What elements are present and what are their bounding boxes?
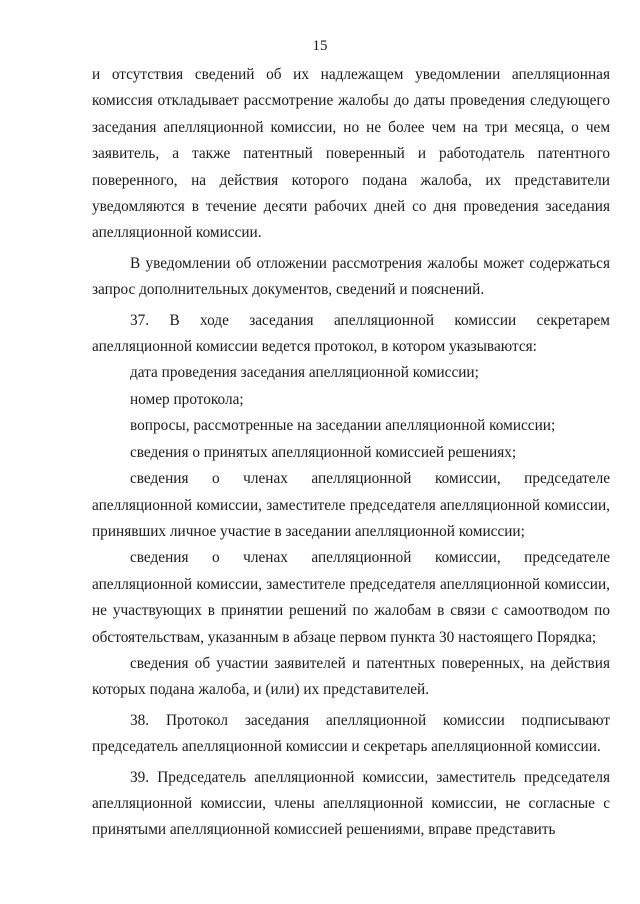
list-item-protocol-number: номер протокола; <box>130 390 244 408</box>
list-item-meeting-date: дата проведения заседания апелляционной комиссии; <box>130 364 479 382</box>
paragraph-continuation: и отсутствия сведений об их надлежащем уведомлении апелляционная комиссия откладывает рассмотрение жалобы до даты проведения следующего заседания апелляционной комиссии, но не более чем на три месяца, о чем заявитель, а также патентный поверенный и работодатель патентного поверенного, на действия которого подана жалоба, их представители уведомляются в течение десяти рабочих дней со дня проведения заседания апелляционной комиссии. <box>92 66 610 242</box>
list-item-applicants-participation: сведения об участии заявителей и патентных поверенных, на действия которых подана жалоба, и (или) их представителей. <box>92 654 610 699</box>
document-body <box>92 62 610 844</box>
paragraph-39: 39. Председатель апелляционной комиссии, заместитель председателя апелляционной комиссии, члены апелляционной комиссии, не согласные с принятыми апелляционной комиссией решениями, вправе представить <box>92 768 610 839</box>
list-item-questions: вопросы, рассмотренные на заседании апелляционной комиссии; <box>130 417 556 435</box>
list-item-members-recused: сведения о членах апелляционной комиссии, председателе апелляционной комиссии, заместителе председателя апелляционной комиссии, не участвующих в принятии решений по жалобам в связи с самоотводом по обстоятельствам, указанным в абзаце первом пункта 30 настоящего Порядка; <box>92 549 610 646</box>
list-item-members-present: сведения о членах апелляционной комиссии, председателе апелляционной комиссии, заместителе председателя апелляционной комиссии, принявших личное участие в заседании апелляционной комиссии; <box>92 470 610 540</box>
page-number: 15 <box>312 38 328 54</box>
paragraph-38: 38. Протокол заседания апелляционной комиссии подписывают председатель апелляционной комиссии и секретарь апелляционной комиссии. <box>92 711 610 756</box>
list-item-decisions: сведения о принятых апелляционной комиссией решениях; <box>130 443 517 461</box>
paragraph-postponement-notice: В уведомлении об отложении рассмотрения жалобы может содержаться запрос дополнительных документов, сведений и пояснений. <box>92 254 610 299</box>
paragraph-37: 37. В ходе заседания апелляционной комиссии секретарем апелляционной комиссии ведется протокол, в котором указываются: <box>92 311 610 356</box>
